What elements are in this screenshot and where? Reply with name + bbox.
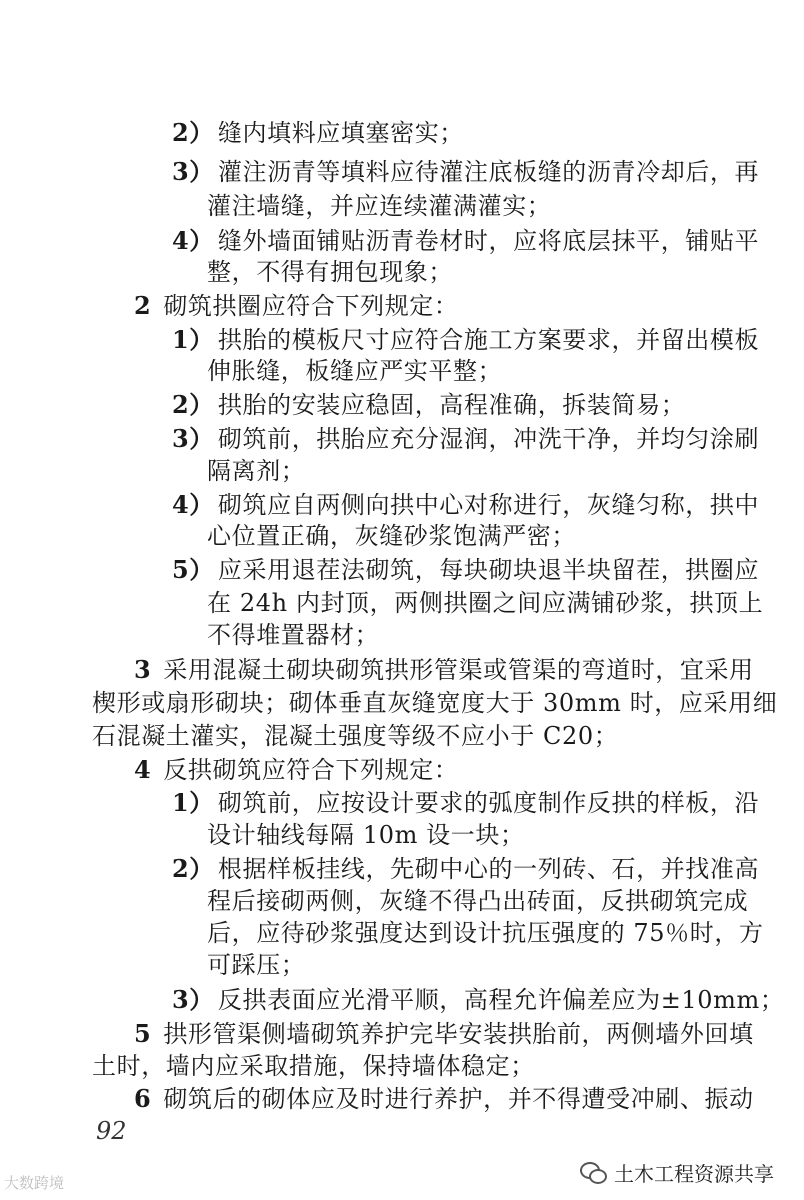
- list-item: [172, 984, 784, 1016]
- clause-text: 砌筑后的砌体应及时进行养护，并不得遭受冲刷、振动: [163, 1085, 754, 1113]
- list-item: [172, 853, 759, 885]
- clause: [134, 1083, 754, 1115]
- list-item-continuation: [207, 885, 748, 917]
- list-item-continuation: [207, 587, 763, 619]
- item-number: 2）: [172, 118, 214, 147]
- item-number: 5）: [172, 555, 214, 584]
- item-number: 2）: [172, 854, 214, 883]
- clause-number: 6: [134, 1084, 152, 1113]
- item-text: 灌注墙缝，并应连续灌满灌实；: [207, 192, 552, 220]
- page-number: 92: [96, 1117, 127, 1145]
- watermark-right: [580, 1158, 774, 1187]
- clause-text: 石混凝土灌实，混凝土强度等级不应小于 C20；: [92, 722, 619, 750]
- clause-number: 4: [134, 755, 152, 784]
- list-item-continuation: [207, 355, 502, 387]
- list-item: [172, 554, 759, 586]
- list-item: [172, 117, 464, 149]
- list-item: [172, 225, 759, 257]
- item-number: 4）: [172, 490, 214, 519]
- clause-text: 反拱砌筑应符合下列规定：: [163, 756, 459, 784]
- list-item-continuation: [207, 619, 379, 651]
- list-item-continuation: [207, 819, 525, 851]
- list-item-continuation: [207, 917, 764, 949]
- clause: [134, 290, 459, 322]
- list-item: [172, 389, 685, 421]
- list-item-continuation: [207, 256, 453, 288]
- clause-text: 采用混凝土砌块砌筑拱形管渠或管渠的弯道时，宜采用: [163, 656, 754, 684]
- clause: [134, 654, 754, 686]
- item-number: 3）: [172, 424, 214, 453]
- item-text: 可踩压；: [207, 951, 306, 979]
- list-item-continuation: [207, 455, 305, 487]
- clause-text: 楔形或扇形砌块；砌体垂直灰缝宽度大于 30mm 时，应采用细: [92, 689, 778, 717]
- clause-continuation: [92, 720, 618, 752]
- item-text: 根据样板挂线，先砌中心的一列砖、石，并找准高: [217, 855, 760, 883]
- item-text: 拱胎的模板尺寸应符合施工方案要求，并留出模板: [217, 326, 760, 354]
- clause: [134, 1018, 754, 1050]
- item-text: 缝外墙面铺贴沥青卷材时，应将底层抹平，铺贴平: [217, 227, 760, 255]
- list-item-continuation: [207, 520, 576, 552]
- item-number: 2）: [172, 390, 214, 419]
- clause-continuation: [92, 687, 777, 719]
- item-text: 伸胀缝，板缝应严实平整；: [207, 357, 503, 385]
- item-number: 3）: [172, 985, 214, 1014]
- clause-text: 土时，墙内应采取措施，保持墙体稳定；: [92, 1052, 535, 1080]
- clause-number: 5: [134, 1019, 152, 1048]
- list-item-continuation: [207, 949, 305, 981]
- list-item: [172, 156, 759, 188]
- watermark-right-text: 土木工程资源共享: [614, 1162, 774, 1186]
- item-number: 1）: [172, 325, 214, 354]
- item-number: 1）: [172, 788, 214, 817]
- list-item: [172, 787, 759, 819]
- list-item: [172, 489, 759, 521]
- list-item-continuation: [207, 190, 551, 222]
- clause-continuation: [92, 1050, 535, 1082]
- item-text: 心位置正确，灰缝砂浆饱满严密；: [207, 522, 576, 550]
- wechat-icon: [580, 1162, 606, 1184]
- item-text: 程后接砌两侧，灰缝不得凸出砖面，反拱砌筑完成: [207, 887, 749, 915]
- watermark-left: 大数跨境: [4, 1174, 65, 1192]
- clause-number: 3: [134, 655, 152, 684]
- item-number: 3）: [172, 157, 214, 186]
- item-text: 砌筑前，应按设计要求的弧度制作反拱的样板，沿: [217, 789, 760, 817]
- item-text: 后，应待砂浆强度达到设计抗压强度的 75％时，方: [207, 919, 764, 947]
- item-text: 整，不得有拥包现象；: [207, 258, 453, 286]
- item-text: 隔离剂；: [207, 457, 306, 485]
- item-text: 不得堆置器材；: [207, 621, 380, 649]
- item-text: 灌注沥青等填料应待灌注底板缝的沥青冷却后，再: [217, 158, 760, 186]
- clause-text: 拱形管渠侧墙砌筑养护完毕安装拱胎前，两侧墙外回填: [163, 1020, 754, 1048]
- item-text: 在 24h 内封顶，两侧拱圈之间应满铺砂浆，拱顶上: [207, 589, 764, 617]
- item-text: 应采用退茬法砌筑，每块砌块退半块留茬，拱圈应: [217, 556, 760, 584]
- item-text: 缝内填料应填塞密实；: [217, 119, 464, 147]
- item-text: 砌筑前，拱胎应充分湿润，冲洗干净，并均匀涂刷: [217, 425, 760, 453]
- item-text: 设计轴线每隔 10m 设一块；: [207, 821, 525, 849]
- clause-text: 砌筑拱圈应符合下列规定：: [163, 292, 459, 320]
- item-text: 砌筑应自两侧向拱中心对称进行，灰缝匀称，拱中: [217, 491, 760, 519]
- item-text: 拱胎的安装应稳固，高程准确，拆装简易；: [217, 391, 686, 419]
- item-number: 4）: [172, 226, 214, 255]
- list-item: [172, 423, 759, 455]
- list-item: [172, 324, 759, 356]
- clause: [134, 754, 459, 786]
- clause-number: 2: [134, 291, 152, 320]
- item-text: 反拱表面应光滑平顺，高程允许偏差应为±10mm；: [217, 986, 785, 1014]
